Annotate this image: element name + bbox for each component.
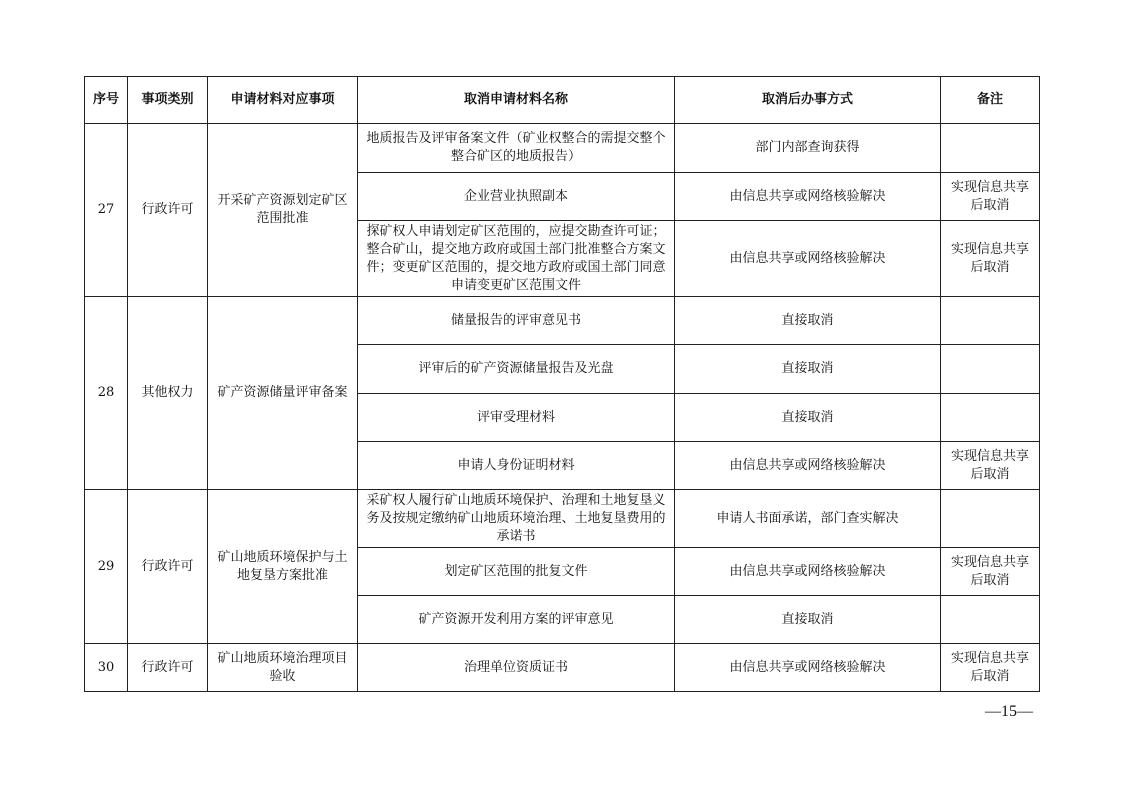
note-cell xyxy=(941,124,1040,173)
note-cell xyxy=(941,490,1040,548)
item-cell: 矿山地质环境保护与土地复垦方案批准 xyxy=(208,490,358,644)
table-row xyxy=(85,124,1040,173)
serial-cell: 28 xyxy=(85,297,128,490)
material-cell: 申请人身份证明材料 xyxy=(358,442,675,490)
material-cell: 企业营业执照副本 xyxy=(358,173,675,221)
method-cell: 申请人书面承诺，部门查实解决 xyxy=(675,490,941,548)
method-cell: 由信息共享或网络核验解决 xyxy=(675,644,941,692)
note-cell: 实现信息共享后取消 xyxy=(941,221,1040,297)
materials-table xyxy=(84,76,1040,692)
note-cell xyxy=(941,394,1040,442)
category-cell: 行政许可 xyxy=(128,124,208,297)
material-cell: 地质报告及评审备案文件（矿业权整合的需提交整个整合矿区的地质报告） xyxy=(358,124,675,173)
header-note: 备注 xyxy=(941,77,1040,124)
header-method: 取消后办事方式 xyxy=(675,77,941,124)
method-cell: 由信息共享或网络核验解决 xyxy=(675,221,941,297)
note-cell: 实现信息共享后取消 xyxy=(941,442,1040,490)
category-cell: 行政许可 xyxy=(128,644,208,692)
material-cell: 治理单位资质证书 xyxy=(358,644,675,692)
note-cell xyxy=(941,596,1040,644)
material-cell: 评审受理材料 xyxy=(358,394,675,442)
item-cell: 矿山地质环境治理项目验收 xyxy=(208,644,358,692)
method-cell: 直接取消 xyxy=(675,596,941,644)
table-row xyxy=(85,644,1040,692)
note-cell: 实现信息共享后取消 xyxy=(941,173,1040,221)
table-row xyxy=(85,297,1040,345)
material-cell: 矿产资源开发利用方案的评审意见 xyxy=(358,596,675,644)
method-cell: 由信息共享或网络核验解决 xyxy=(675,173,941,221)
method-cell: 部门内部查询获得 xyxy=(675,124,941,173)
material-cell: 采矿权人履行矿山地质环境保护、治理和土地复垦义务及按规定缴纳矿山地质环境治理、土地复垦费用的承诺书 xyxy=(358,490,675,548)
note-cell: 实现信息共享后取消 xyxy=(941,644,1040,692)
serial-cell: 29 xyxy=(85,490,128,644)
material-cell: 储量报告的评审意见书 xyxy=(358,297,675,345)
method-cell: 直接取消 xyxy=(675,394,941,442)
note-cell xyxy=(941,345,1040,394)
header-category: 事项类别 xyxy=(128,77,208,124)
method-cell: 由信息共享或网络核验解决 xyxy=(675,548,941,596)
page-number: —15— xyxy=(985,703,1033,720)
note-cell: 实现信息共享后取消 xyxy=(941,548,1040,596)
header-material: 取消申请材料名称 xyxy=(358,77,675,124)
item-cell: 开采矿产资源划定矿区范围批准 xyxy=(208,124,358,297)
material-cell: 探矿权人申请划定矿区范围的，应提交勘查许可证；整合矿山，提交地方政府或国土部门批准整合方案文件；变更矿区范围的，提交地方政府或国土部门同意申请变更矿区范围文件 xyxy=(358,221,675,297)
serial-cell: 30 xyxy=(85,644,128,692)
method-cell: 直接取消 xyxy=(675,345,941,394)
header-item: 申请材料对应事项 xyxy=(208,77,358,124)
material-cell: 划定矿区范围的批复文件 xyxy=(358,548,675,596)
method-cell: 由信息共享或网络核验解决 xyxy=(675,442,941,490)
category-cell: 行政许可 xyxy=(128,490,208,644)
note-cell xyxy=(941,297,1040,345)
table-row xyxy=(85,490,1040,548)
method-cell: 直接取消 xyxy=(675,297,941,345)
header-row xyxy=(85,77,1040,124)
serial-cell: 27 xyxy=(85,124,128,297)
header-serial: 序号 xyxy=(85,77,128,124)
category-cell: 其他权力 xyxy=(128,297,208,490)
material-cell: 评审后的矿产资源储量报告及光盘 xyxy=(358,345,675,394)
item-cell: 矿产资源储量评审备案 xyxy=(208,297,358,490)
